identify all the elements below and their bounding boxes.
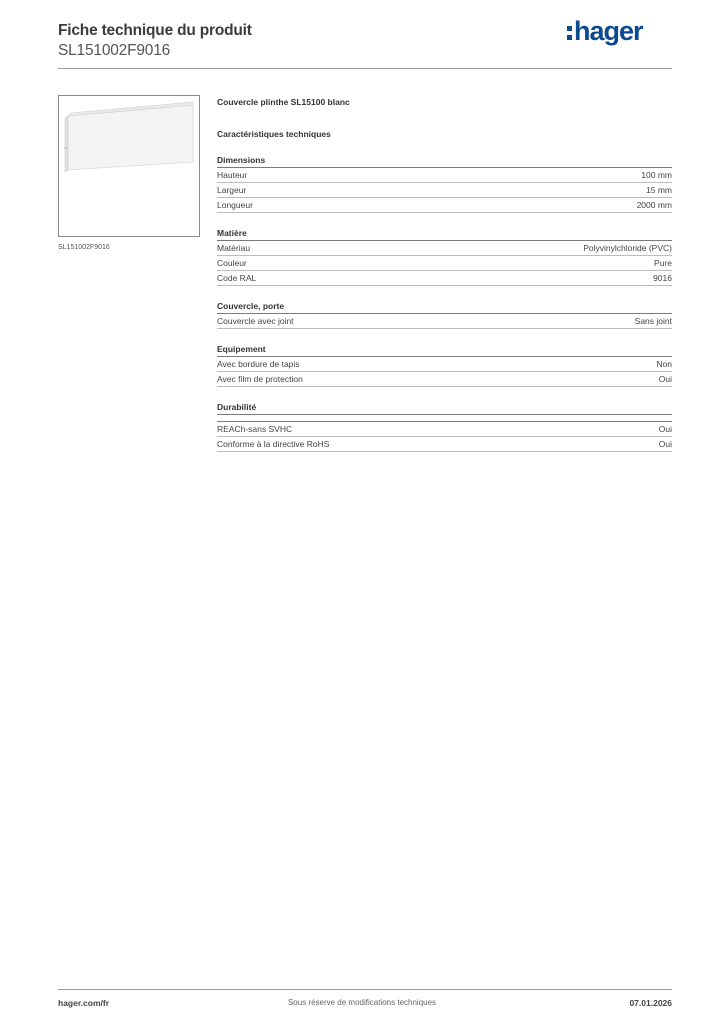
spec-label: Code RAL — [217, 273, 257, 283]
group-matiere — [217, 227, 672, 286]
spec-value: Non — [656, 359, 672, 369]
spec-value: 15 mm — [646, 185, 672, 195]
footer-date: 07.01.2026 — [629, 998, 672, 1008]
hager-logo — [567, 16, 643, 46]
image-caption: SL151002F9016 — [58, 244, 110, 251]
spec-label: REACh-sans SVHC — [217, 424, 293, 434]
spec-label: Couvercle avec joint — [217, 316, 294, 326]
spec-value: 9016 — [653, 273, 672, 283]
group-title: Couvercle, porte — [217, 300, 672, 314]
document-title: Fiche technique du produit — [58, 22, 252, 39]
spec-value: Polyvinylchloride (PVC) — [583, 243, 672, 253]
footer-website-link[interactable]: hager.com/fr — [58, 998, 110, 1008]
spec-row — [217, 314, 672, 329]
group-equipement — [217, 343, 672, 387]
spec-label: Conforme à la directive RoHS — [217, 439, 330, 449]
spec-label: Hauteur — [217, 170, 248, 180]
group-title: Matière — [217, 227, 672, 241]
spec-row — [217, 256, 672, 271]
spec-value: Oui — [658, 424, 672, 434]
spec-value: Oui — [658, 374, 672, 384]
spec-row — [217, 372, 672, 387]
spec-label: Longueur — [217, 200, 253, 210]
spec-row — [217, 241, 672, 256]
spec-row — [217, 437, 672, 452]
spec-label: Avec film de protection — [217, 374, 303, 384]
logo-colon-mark — [567, 26, 572, 40]
spec-row — [217, 168, 672, 183]
product-reference: SL151002F9016 — [58, 42, 171, 59]
spec-value: Sans joint — [634, 316, 672, 326]
product-name: Couvercle plinthe SL15100 blanc — [217, 97, 350, 107]
skirting-cover-illustration — [59, 96, 199, 236]
spec-row — [217, 271, 672, 286]
spec-label: Couleur — [217, 258, 247, 268]
group-title: Durabilité — [217, 401, 672, 415]
group-couvercle-porte — [217, 300, 672, 329]
group-title: Equipement — [217, 343, 672, 357]
group-durabilite — [217, 401, 672, 452]
header-divider — [58, 68, 672, 69]
logo-wordmark: hager — [574, 16, 643, 46]
group-title: Dimensions — [217, 154, 672, 168]
spec-label: Largeur — [217, 185, 247, 195]
footer-divider — [58, 989, 672, 990]
spec-label: Avec bordure de tapis — [217, 359, 300, 369]
spec-row — [217, 421, 672, 437]
group-dimensions — [217, 154, 672, 213]
spec-value: 100 mm — [641, 170, 672, 180]
spec-row — [217, 357, 672, 372]
spec-value: Pure — [654, 258, 672, 268]
spec-row — [217, 183, 672, 198]
spec-label: Matériau — [217, 243, 251, 253]
characteristics-heading: Caractéristiques techniques — [217, 129, 331, 139]
spec-row — [217, 198, 672, 213]
product-image — [58, 95, 200, 237]
footer-disclaimer: Sous réserve de modifications techniques — [287, 998, 437, 1007]
spec-value: Oui — [658, 439, 672, 449]
spec-sheet — [217, 96, 672, 452]
document-header — [58, 22, 252, 60]
spec-value: 2000 mm — [636, 200, 672, 210]
